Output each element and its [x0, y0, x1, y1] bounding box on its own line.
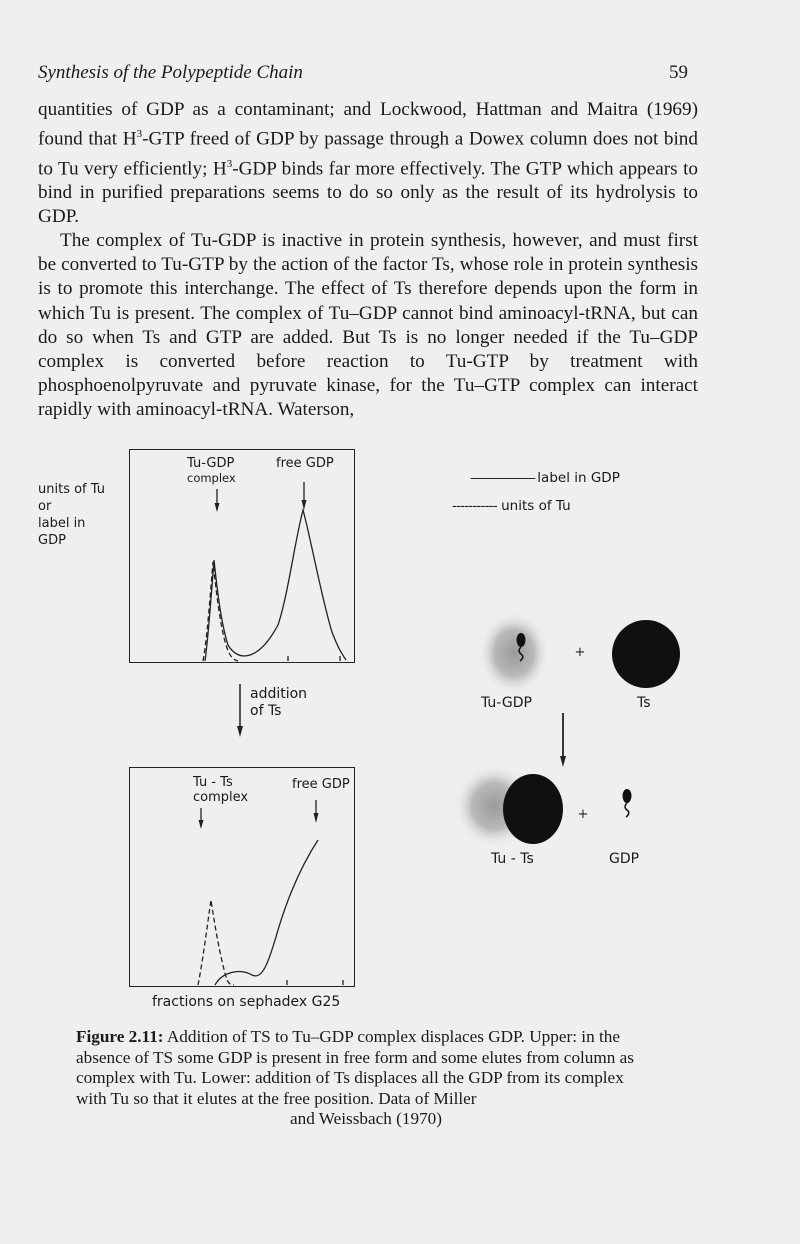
- plus-bottom: +: [577, 807, 589, 822]
- running-head: Synthesis of the Polypeptide Chain: [38, 62, 303, 83]
- tu-blob-top: [478, 611, 550, 695]
- gdp-glyph-bottom: [623, 789, 632, 817]
- x-axis-label: fractions on sephadex G25: [152, 994, 341, 1010]
- page-number: 59: [669, 62, 688, 83]
- schematic-label-ts: Ts: [637, 695, 651, 711]
- legend-solid: —————— label in GDP: [470, 470, 620, 486]
- legend-solid-line: ——————: [470, 470, 533, 486]
- lower-peak2-label: free GDP: [292, 777, 350, 792]
- lower-peak1-label: Tu - Ts complex: [193, 775, 249, 805]
- schematic-label-tu-gdp: Tu-GDP: [481, 695, 532, 711]
- paragraph-2: The complex of Tu-GDP is inactive in protein synthesis, however, and must first be converted to Tu-GTP by the action of the factor Ts, whose role in protein synthesis is to promote this interchange. The effect of Ts therefore depends upon the form in which Tu is present. The complex of Tu–GDP cannot bind aminoacyl-tRNA, but can do so when Ts and GTP are added. But Ts is no longer needed if the Tu–GDP complex is converted before reaction to Tu-GTP by treatment with phosphoenolpyruvate and pyruvate kinase, for the Tu–GTP complex can interact rapidly with aminoacyl-tRNA. Waterson,: [38, 230, 698, 420]
- paragraph-1: quantities of GDP as a contaminant; and Lockwood, Hattman and Maitra (1969) found that $H^3$-GTP freed of GDP by passage through a Dowex column does not bind to Tu very efficiently; $H^3$-GDP binds far more effectively. The GTP which appears to bind in purified preparations seems to do so only as the result of its hydrolysis to GDP.: [38, 99, 698, 228]
- legend-dashed: ----------- units of Tu: [452, 498, 571, 514]
- ts-ball-top: [612, 620, 680, 688]
- y-axis-label: units of Tu or label in GDP: [38, 482, 105, 548]
- schematic-label-tu-ts: Tu - Ts: [491, 851, 534, 867]
- addition-label: addition of Ts: [250, 686, 308, 719]
- upper-peak1-label: Tu-GDP complex: [187, 456, 236, 485]
- ts-ball-bottom: [503, 774, 563, 844]
- upper-peak2-label: free GDP: [276, 456, 334, 471]
- schematic-label-gdp: GDP: [609, 851, 640, 867]
- figure-caption: Figure 2.11: Addition of TS to Tu–GDP complex displaces GDP. Upper: in the absence of TS some GDP is present in free form and some elutes from column as complex with Tu. Lower: addition of Ts displaces all the GDP from its complex with Tu so that it elutes at the free position. Data of Miller and Weissbach (1970): [76, 1027, 634, 1128]
- legend-dashed-line: -----------: [452, 498, 497, 514]
- plus-top: +: [574, 645, 586, 660]
